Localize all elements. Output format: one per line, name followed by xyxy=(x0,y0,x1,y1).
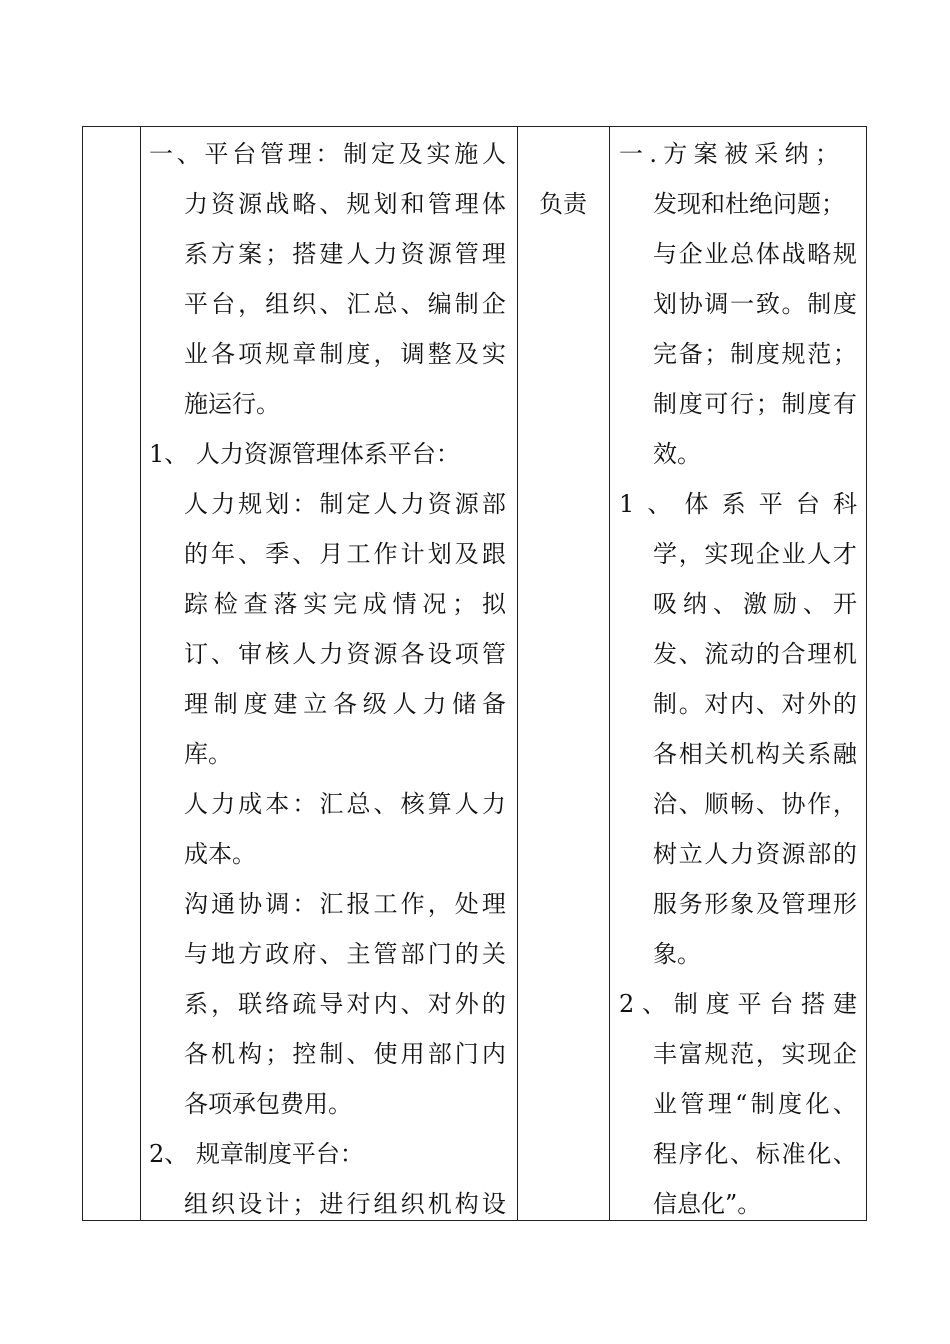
text-line: 1、 人力资源管理体系平台： xyxy=(149,440,460,468)
text-line: 发 、 流 动 的 合 理 机 xyxy=(653,640,857,668)
text-line: 效。 xyxy=(653,440,701,468)
text-line: 的 年 、 季 、 月 工 作 计 划 及 跟 xyxy=(184,540,506,568)
text-line: 与 企 业 总 体 战 略 规 xyxy=(653,240,857,268)
text-line: 服 务 形 象 及 管 理 形 xyxy=(653,890,857,918)
text-line: 组 织 设 计 ； 进 行 组 织 机 构 设 xyxy=(184,1190,506,1218)
text-line: 1 、 体 系 平 台 科 xyxy=(619,490,857,518)
text-line: 吸 纳 、 激 励 、 开 xyxy=(653,590,857,618)
text-line: 施运行。 xyxy=(184,390,280,418)
text-line: 业 管 理 “ 制 度 化 、 xyxy=(653,1090,857,1118)
text-line: 象。 xyxy=(653,940,701,968)
text-line: 各 机 构 ； 控 制 、 使 用 部 门 内 xyxy=(184,1040,506,1068)
text-line: 平 台 ， 组 织 、 汇 总 、 编 制 企 xyxy=(184,290,506,318)
text-line: 发现和杜绝问题； xyxy=(653,190,845,218)
text-line: 订 、 审 核 人 力 资 源 各 设 项 管 xyxy=(184,640,506,668)
text-line: 沟 通 协 调 ： 汇 报 工 作 ， 处 理 xyxy=(184,890,506,918)
text-line: 系 方 案 ； 搭 建 人 力 资 源 管 理 xyxy=(184,240,506,268)
text-line: 2 、 制 度 平 台 搭 建 xyxy=(619,990,857,1018)
responsibility-table xyxy=(82,126,867,1221)
text-line: 成本。 xyxy=(184,840,256,868)
column-divider xyxy=(517,127,518,1220)
text-line: 各项承包费用。 xyxy=(184,1090,352,1118)
text-line: 程 序 化 、 标 准 化 、 xyxy=(653,1140,857,1168)
text-line: 树 立 人 力 资 源 部 的 xyxy=(653,840,857,868)
text-line: 洽 、 顺 畅 、 协 作 ， xyxy=(653,790,857,818)
text-line: 一 . 方 案 被 采 纳 ； xyxy=(619,140,839,168)
column-divider xyxy=(140,127,141,1220)
text-line: 学 ， 实 现 企 业 人 才 xyxy=(653,540,857,568)
text-line: 制 。 对 内 、 对 外 的 xyxy=(653,690,857,718)
text-line: 理 制 度 建 立 各 级 人 力 储 备 xyxy=(184,690,506,718)
text-line: 力 资 源 战 略 、 规 划 和 管 理 体 xyxy=(184,190,506,218)
column-divider xyxy=(609,127,610,1220)
text-line: 完 备 ； 制 度 规 范 ； xyxy=(653,340,857,368)
text-line: 一 、 平 台 管 理 ： 制 定 及 实 施 人 xyxy=(149,140,506,168)
text-line: 2、 规章制度平台： xyxy=(149,1140,364,1168)
text-line: 与 地 方 政 府 、 主 管 部 门 的 关 xyxy=(184,940,506,968)
text-line: 划 协 调 一 致 。 制 度 xyxy=(653,290,857,318)
text-line: 人 力 规 划 ： 制 定 人 力 资 源 部 xyxy=(184,490,506,518)
text-line: 踪 检 查 落 实 完 成 情 况 ； 拟 xyxy=(184,590,506,618)
text-line: 各 相 关 机 构 关 系 融 xyxy=(653,740,857,768)
role-text: 负责 xyxy=(539,190,587,218)
text-line: 系 ， 联 络 疏 导 对 内 、 对 外 的 xyxy=(184,990,506,1018)
text-line: 信息化”。 xyxy=(653,1190,762,1218)
text-line: 制 度 可 行 ； 制 度 有 xyxy=(653,390,857,418)
text-line: 库。 xyxy=(184,740,232,768)
text-line: 丰 富 规 范 ， 实 现 企 xyxy=(653,1040,857,1068)
text-line: 人 力 成 本 ： 汇 总 、 核 算 人 力 xyxy=(184,790,506,818)
text-line: 业 各 项 规 章 制 度 ， 调 整 及 实 xyxy=(184,340,506,368)
